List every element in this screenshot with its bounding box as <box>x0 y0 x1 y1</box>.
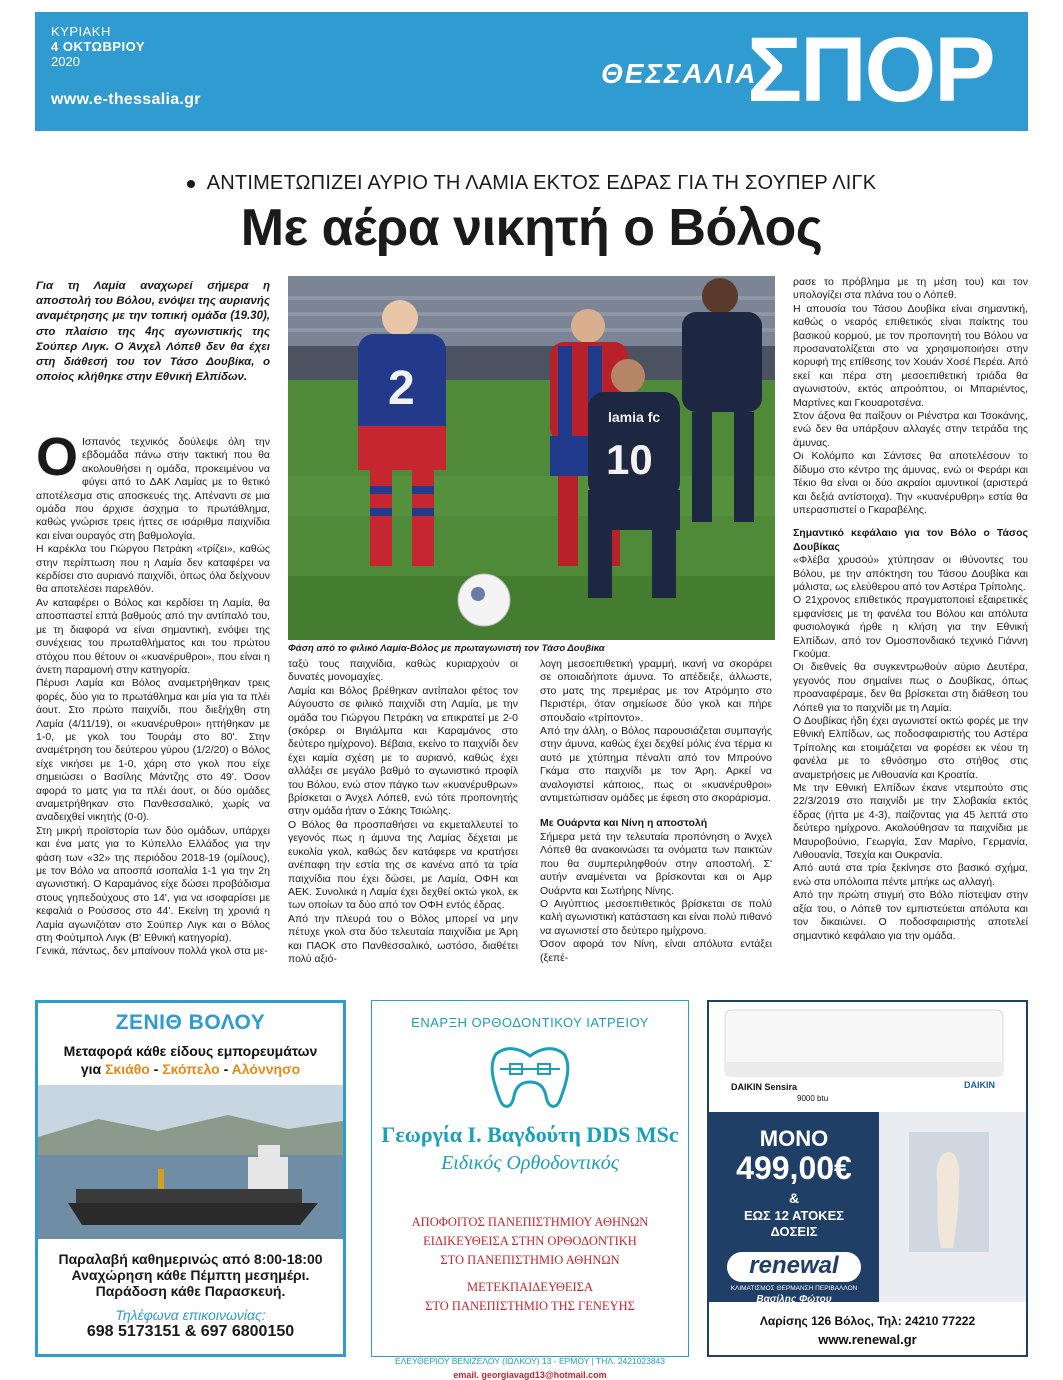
drop-cap: Ο <box>36 427 79 487</box>
article-kicker <box>0 172 1063 195</box>
paragraph: Ο 21χρονος επιθετικός πραγματοποιεί εξαιρετικές εμφανίσεις με τη φανέλα του Βόλου και απόλυτα φυσιολογικά ήρθε η κλήση για την Εθνική Ελπίδων, από τον Ομοσπονδιακό τεχνικό Γιάννη Γκούμα. <box>793 594 1028 660</box>
header-url-link[interactable]: www.e-thessalia.gr <box>51 91 201 108</box>
renewal-contact <box>709 1314 1026 1328</box>
ortho-credential: ΕΙΔΙΚΕΥΘΕΙΣΑ ΣΤΗΝ ΟΡΘΟΔΟΝΤΙΚΗ <box>423 1234 637 1248</box>
renewal-doses: ΔΟΣΕΙΣ <box>770 1224 818 1239</box>
page-header <box>35 12 1028 131</box>
paragraph: Οι διεθνείς θα συγκεντρωθούν αύριο Δευτέρα, γεγονός που σημαίνει πως ο Δουβίκας, όπως προαναφέραμε, δεν θα βρίσκεται στη διάθεση του Λόπεθ για το παιχνίδι με τη Λαμία. <box>793 661 1028 714</box>
article-photo <box>288 276 775 640</box>
paragraph: Ισπανός τεχνικός δούλεψε όλη την εβδομάδα πάνω στην τακτική που θα ακολουθήσει η ομάδα, προκειμένου να φύγει από το ΔΑΚ Λαμίας με το θετικό αποτέλεσμα στις αποσκευές της. Απέναντι σε μια ομάδα που άρχισε άσχημα το πρωτάθλημα, καθώς γνώρισε τρεις ήττες σε ισάριθμα παιχνίδια και είναι ουραγός στη βαθμολογία. <box>36 436 270 542</box>
subheading: Με Ουάρντα και Νίνη η αποστολή <box>540 817 708 830</box>
paragraph: Όσον αφορά τον Νίνη, είναι απόλυτα εντάξει (ξεπέ- <box>540 938 772 964</box>
ortho-email-link[interactable]: email. georgiavagd13@hotmail.com <box>453 1370 607 1380</box>
paragraph: ταξύ τους παιχνίδια, καθώς κυριαρχούν οι δυνατές μονομαχίες. <box>288 658 518 684</box>
paragraph: Στη μικρή προϊστορία των δύο ομάδων, υπάρχει και ένα ματς για το Κύπελλο Ελλάδος για την φάση των «32» της περιόδου 2018-19 (ομίλους), με τον Βόλο να αποσπά ισοπαλία 1-1 για την 2η αγωνιστική. Ο Καραμάνος είχε δώσει προβάδισμα στους γηπεδούχους στο 14', για να ισοφαρίσει με κεφαλιά ο Ρούσσος στο 44'. Εκείνη τη χρονιά η Λαμία αγωνιζόταν στο Σούπερ Λιγκ και ο Βόλος στη Φούτμπολ Λιγκ (Β' Εθνική κατηγορία). <box>36 824 270 945</box>
renewal-installments: ΕΩΣ 12 ΑΤΟΚΕΣ <box>743 1208 845 1223</box>
paragraph: Οι Κολόμπο και Σάντσες θα αποτελέσουν το δίδυμο στο κέντρο της άμυνας, ενώ οι Φεράρι και Τέκιο θα είναι οι δύο ακραίοι αμυντικοί (αριστερά και δεξιά αντίστοιχα). Την «κυανέρυθρη» εστία θα υπερασπιστεί ο Γκαραβέλης. <box>793 450 1028 516</box>
article-lead: Για τη Λαμία αναχωρεί σήμερα η αποστολή του Βόλου, ενόψει της αυριανής αναμέτρησης με την τοπική ομάδα (19.30), στο πλαίσιο της 4ης αγωνιστικής της Σούπερ Λιγκ. Ο Άνχελ Λόπεθ δεν θα έχει στη διάθεσή του τον Τάσο Δουβίκα, ο οποίος κλήθηκε στην Εθνική Ελπίδων. <box>36 280 270 384</box>
renewal-address: Λαρίσης 126 Βόλος, <box>759 1314 874 1328</box>
football-scene-illustration <box>288 276 775 640</box>
zenith-ad[interactable] <box>35 1000 346 1357</box>
ortho-credential: ΜΕΤΕΚΠΑΙΔΕΥΘΕΙΣΑ <box>467 1280 593 1294</box>
zenith-sep: - <box>153 1061 159 1077</box>
paragraph: Αν καταφέρει ο Βόλος και κερδίσει τη Λαμία, θα αποσπαστεί επτά βαθμούς από την αντίπαλό του, με τη διαφορά να είναι σημαντική, ενόψει της συνέχειας του πρωταθλήματος και του πρώτου στόχου που θέτουν οι «κυανέρυθροι», που είναι η άνετη παραμονή στην κατηγορία. <box>36 596 270 676</box>
header-day: ΚΥΡΙΑΚΗ <box>51 24 111 39</box>
zenith-line2 <box>38 1061 343 1077</box>
header-date: 4 ΟΚΤΩΒΡΙΟΥ <box>51 39 146 54</box>
ortho-title: ΕΝΑΡΞΗ ΟΡΘΟΔΟΝΤΙΚΟΥ ΙΑΤΡΕΙΟΥ <box>411 1015 649 1030</box>
photo-caption: Φάση από το φιλικό Λαμία-Βόλος με πρωταγωνιστή τον Τάσο Δουβίκα <box>288 643 605 654</box>
renewal-btu: 9000 btu <box>797 1094 829 1103</box>
article-column-1 <box>36 427 270 959</box>
paragraph: Από την άλλη, ο Βόλος παρουσιάζεται συμπαγής στην άμυνα, καθώς έχει δεχθεί μόλις ένα τέρμα κι αυτό με χτύπημα πέναλτι από τον Μπρούνο Γκάμα στο παιχνίδι με τον Άρη. Αρκεί να αναλογιστεί κάποιος, πως οι «κυανέρυθροι» αντιμετώπισαν ομάδες με έφεση στο σκοράρισμα. <box>540 725 772 805</box>
orthodontist-ad[interactable] <box>371 1000 689 1380</box>
renewal-model: DAIKIN Sensira <box>731 1082 798 1092</box>
cargo-ship-illustration <box>38 1085 343 1239</box>
paragraph: Λαμία και Βόλος βρέθηκαν αντίπαλοι φέτος τον Αύγουστο σε φιλικό παιχνίδι στη Λαμία, με την ομάδα του Γιώργου Πετράκη να επικρατεί με 2-0 (σκόρερ οι Βιγιάλμπα και Καραμάνος στο δεύτερο ημίχρονο). Βέβαια, εκείνο το παιχνίδι δεν έχει καμία σχέση με το αυριανό, καθώς έχει αλλάξει σε μεγάλο βαθμό το αγωνιστικό προφίλ του Βόλου, ενώ στον πάγκο των «κυανέρυθρων» βρίσκεται ο Άνχελ Λόπεθ, ενώ τότε προπονητής στην ομάδα ήταν ο Σάκης Τσιώλης. <box>288 684 518 818</box>
jersey-sponsor: lamia fc <box>608 409 661 425</box>
paragraph: ρασε το πρόβλημα με τη μέση του) και τον υπολογίζει στα πλάνα του ο Λόπεθ. <box>793 276 1028 302</box>
ortho-credential: ΣΤΟ ΠΑΝΕΠΙΣΤΗΜΙΟ ΤΗΣ ΓΕΝΕΥΗΣ <box>425 1299 635 1313</box>
renewal-mono: ΜΟΝΟ <box>759 1126 829 1151</box>
subheading: Σημαντικό κεφάλαιο για τον Βόλο ο Τάσος Δουβίκας <box>793 527 1028 553</box>
ortho-credential: ΣΤΟ ΠΑΝΕΠΙΣΤΗΜΙΟ ΑΘΗΝΩΝ <box>440 1253 620 1267</box>
football-icon <box>458 574 510 626</box>
paragraph: Ο Βόλος θα προσπαθήσει να εκμεταλλευτεί το γεγονός πως η άμυνα της Λαμίας δέχεται με ευκολία γκολ, καθώς δεν κατάφερε να κρατήσει ανέπαφη την εστία της σε κανένα από τα τρία παιχνίδια που έχει δώσει, με Λαμία, ΟΦΗ και ΑΕΚ. Συνολικά η Λαμία έχει δεχθεί οκτώ γκολ, εκ των οποίων τα δύο από τον ΟΦΗ εντός έδρας. <box>288 818 518 912</box>
paragraph: Η απουσία του Τάσου Δουβίκα είναι σημαντική, καθώς ο νεαρός επιθετικός είναι παίκτης του βασικού κορμού, με τον προπονητή του Βόλου να προσανατολίζεται στο να χρησιμοποιήσει στην κορυφή της επίθεσης τον Χουάν Χοσέ Περέα. Από εκεί και πέρα στη μεσοεπιθετική τριάδα θα αγωνιστούν, εκτός απροόπτου, οι Μπαριέντος, Μαρτίνες και Γκουαροτσένα. <box>793 302 1028 409</box>
ortho-doctor-name: Γεωργία Ι. Βαγδούτη DDS MSc <box>381 1122 679 1147</box>
paragraph: Πέρυσι Λαμία και Βόλος αναμετρήθηκαν τρεις φορές, δύο για το πρωτάθλημα και μία για τα πλέι άουτ. Στο πρώτο παιχνίδι, που διεξήχθη στη Λαμία (4/11/19), οι «κυανέρυθροι» ηττήθηκαν με 1-0, με γκολ του Τουράμ στο 80'. Στην αναμέτρηση του δεύτερου γύρου (1/2/20) ο Βόλος είχε νικήσει με 1-0, χάρη στο γκολ που είχε σημειώσει ο Βασίλης Μάντζης στο 49'. Όσον αφορά το ματς για τα πλέι άουτ, οι δύο ομάδες αναμετρήθηκαν στο Πανθεσσαλικό, χωρίς να αναδειχθεί νικητής (0-0). <box>36 677 270 824</box>
header-year: 2020 <box>51 54 80 69</box>
jersey-number: 10 <box>606 436 653 483</box>
paragraph: Με την Εθνική Ελπίδων έκανε ντεμπούτο στις 22/3/2019 στο παιχνίδι με την Σλοβακία εκτός έδρας (ήττα με 4-3), παίζοντας για 45 λεπτά στο δεύτερο ημίχρονο. Ακολούθησαν τα παιχνίδια με Μαυροβούνιο, Γεωργία, Σαν Μαρίνο, Γερμανία, Λιθουανία, Τσεχία και Ουκρανία. <box>793 782 1028 862</box>
paragraph: Σήμερα μετά την τελευταία προπόνηση ο Άνχελ Λόπεθ θα ανακοινώσει τα ονόματα των παικτών που θα συμπεριληφθούν στην αποστολή. Σ' αυτήν αναμένεται να βρίσκονται και οι Αμρ Ουάρντα και Σωτήρης Νίνης. <box>540 830 772 897</box>
daikin-logo: DAIKIN <box>964 1080 995 1090</box>
paragraph: Από την πλευρά του ο Βόλος μπορεί να μην πέτυχε γκολ στα δύο τελευταία παιχνίδια με Άρη και ΠΑΟΚ στο Πανθεσσαλικό, ωστόσο, διαθέτει πολύ αξιό- <box>288 912 518 965</box>
article-column-3 <box>540 658 772 965</box>
zenith-departure: Αναχώρηση κάθε Πέμπτη μεσημέρι. <box>71 1267 310 1283</box>
paragraph: «Φλέβα χρυσού» χτύπησαν οι ιθύνοντες του Βόλου, με την απόκτηση του Τάσου Δουβίκα και μάλιστα, ως ελεύθερου από τον Αστέρα Τρίπολης. <box>793 554 1028 593</box>
renewal-price: 499,00€ <box>736 1150 852 1186</box>
kicker-text: ΑΝΤΙΜΕΤΩΠΙΖΕΙ ΑΥΡΙΟ ΤΗ ΛΑΜΙΑ ΕΚΤΟΣ ΕΔΡΑΣ ΓΙΑ ΤΗ ΣΟΥΠΕΡ ΛΙΓΚ <box>206 172 877 194</box>
paragraph: Γενικά, πάντως, δεν μπαίνουν πολλά γκολ στα με- <box>36 945 268 958</box>
header-brand: ΘΕΣΣΑΛΙΑ <box>601 58 758 89</box>
bullet-icon <box>187 180 195 188</box>
zenith-phones[interactable]: 698 5173151 & 697 6800150 <box>86 1323 295 1340</box>
paragraph: Η καρέκλα του Γιώργου Πετράκη «τρίζει», καθώς στην περίπτωση που η Λαμία δεν καταφέρει να κερδίσει στο αυριανό παιχνίδι, όπως όλα δείχνουν θα αποτελέσει παρελθόν. <box>36 543 270 596</box>
zenith-pickup: Παραλαβή καθημερινώς από 8:00-18:00 <box>58 1251 323 1267</box>
article-column-4 <box>793 276 1028 943</box>
zenith-line1: Μεταφορά κάθε είδους εμπορευμάτων <box>63 1043 318 1059</box>
paragraph: Από αυτά στα τρία ξεκίνησε στο βασικό σχήμα, ενώ στα υπόλοιπα πέντε μπήκε ως αλλαγή. <box>793 862 1028 888</box>
paragraph: λογη μεσοεπιθετική γραμμή, ικανή να σκοράρει σε οποιαδήποτε άμυνα. Το απέδειξε, άλλωστε, στο ματς της πρεμιέρας με τον Ατρόμητο στο Περιστέρι, όταν σημείωσε δύο γκολ και πήρε σπουδαίο «τρίποντο». <box>540 658 772 724</box>
paragraph: Στον άξονα θα παίξουν οι Ριένστρα και Τσοκάνης, ενώ δεν θα υπάρξουν αλλαγές στην τετράδα της άμυνας. <box>793 410 1028 449</box>
renewal-tagline: ΚΛΙΜΑΤΙΣΜΟΣ ΘΕΡΜΑΝΣΗ ΠΕΡΙΒΑΛΛΟΝ <box>730 1285 858 1292</box>
ortho-credential: ΑΠΟΦΟΙΤΟΣ ΠΑΝΕΠΙΣΤΗΜΙΟΥ ΑΘΗΝΩΝ <box>411 1215 649 1229</box>
paragraph: Από την πρώτη στιγμή στο Βόλο πίστεψαν στην αξία του, ο Λόπεθ τον εμπιστεύεται απόλυτα και τον δικαιώνει. Ο ποδοσφαιριστής αποτελεί σημαντικό κεφάλαιο για την ομάδα. <box>793 889 1028 942</box>
zenith-sep: - <box>223 1061 229 1077</box>
renewal-owner: Βασίλης Φώτου <box>756 1294 832 1305</box>
renewal-web-link[interactable]: www.renewal.gr <box>818 1332 917 1347</box>
article-headline: Με αέρα νικητή ο Βόλος <box>240 199 823 257</box>
paragraph: Ο Αιγύπτιος μεσοεπιθετικός βρίσκεται σε πολύ καλή αγωνιστική κατάσταση και είναι πολύ πιθανό να αγωνιστεί στο δεύτερο ημίχρονο. <box>540 897 772 937</box>
zenith-delivery: Παράδοση κάθε Παρασκευή. <box>95 1283 286 1299</box>
ortho-address: ΕΛΕΥΘΕΡΙΟΥ ΒΕΝΙΖΕΛΟΥ (ΙΩΛΚΟΥ) 13 - ΕΡΜΟΥ | ΤΗΛ. 2421023843 <box>394 1356 666 1366</box>
ortho-role: Ειδικός Ορθοδοντικός <box>441 1152 619 1174</box>
paragraph: Ο Δουβίκας ήδη έχει αγωνιστεί οκτώ φορές με την Εθνική Ελπίδων, ως ποδοσφαιριστής του Αστέρα Τρίπολης και ετοιμάζεται να φορέσει εκ νέου τη φανέλα με το εθνόσημο στο στήθος στις αναμετρήσεις με Λιθουανία και Κροατία. <box>793 715 1028 781</box>
zenith-title: ΖΕΝΙΘ ΒΟΛΟΥ <box>115 1011 266 1034</box>
zenith-dest-alonnisos: Αλόννησο <box>231 1061 301 1077</box>
section-title: ΣΠΟΡ <box>747 19 994 121</box>
renewal-logo: renewal <box>749 1252 839 1279</box>
renewal-amp: & <box>788 1190 800 1206</box>
zenith-for: για <box>80 1061 102 1077</box>
tooth-braces-icon <box>482 1044 578 1114</box>
renewal-ad[interactable] <box>707 1000 1028 1357</box>
article-column-2 <box>288 658 518 966</box>
zenith-phones-label: Τηλέφωνα επικοινωνίας: <box>115 1307 266 1323</box>
renewal-phone[interactable]: Τηλ: 24210 77222 <box>877 1314 976 1328</box>
jersey-number: 2 <box>388 362 415 415</box>
zenith-dest-skiathos: Σκιάθο <box>105 1061 150 1077</box>
zenith-dest-skopelos: Σκόπελο <box>162 1061 220 1077</box>
